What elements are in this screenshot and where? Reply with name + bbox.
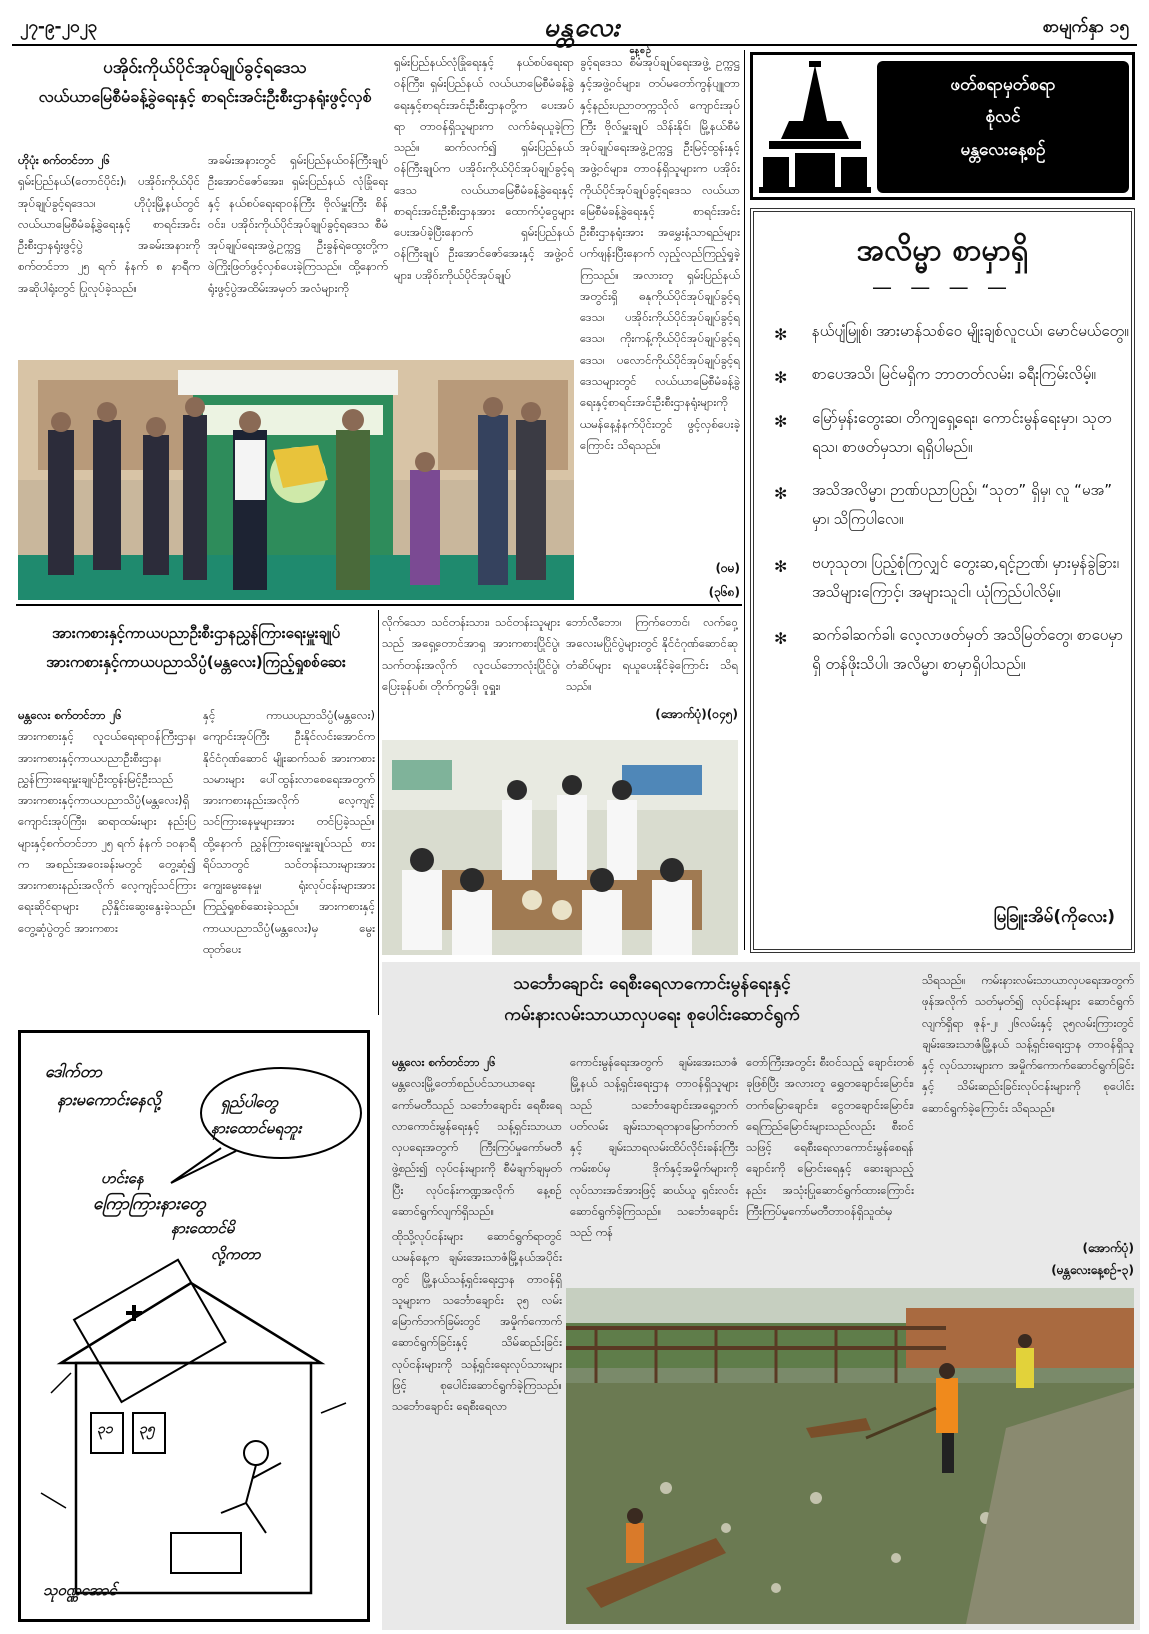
article2-col1: [18, 705, 196, 1010]
star-bullet-icon: ✻: [774, 325, 788, 344]
article1-col1: [18, 150, 200, 362]
star-bullet-icon: ✻: [774, 629, 788, 648]
promo-line3: မန္တလေးနေ့စဉ်: [960, 139, 1046, 160]
masthead-subtitle: နေ့စဉ်: [629, 46, 652, 56]
star-bullet-icon: ✻: [774, 368, 788, 388]
star-bullet-icon: ✻: [774, 411, 788, 431]
article2-col2: နှင့် ကာယပညာသိပ္ပံ(မန္တလေး) ကျောင်းအုပ်ကြီး ဦးနိုင်လင်းအောင်က နိုင်ငံဂုဏ်ဆောင် မျိုးဆက်သစ် အားကစားသမားများ ပေါ်ထွန်းလာစေရေးအတွက် အားကစားနည်းအလိုက် လေ့ကျင့်သင်ကြားနေမှုများအား တင်ပြခဲ့သည်။ ထို့နောက် ညွှန်ကြားရေးမှူးချုပ်သည် စားရိပ်သာတွင် သင်တန်းသားများအား ကျွေးမွေးနေမှု၊ ရုံးလုပ်ငန်းများအား ကြည့်ရှုစစ်ဆေးခဲ့သည်။ အားကစားနှင့်ကာယပညာသိပ္ပံ(မန္တလေး)မှ မွေးထုတ်ပေး: [203, 708, 375, 956]
article1-col2: အခမ်းအနားတွင် ရှမ်းပြည်နယ်ဝန်ကြီးချုပ် ဦးအောင်ဇော်အေး၊ ရှမ်းပြည်နယ် လုံခြုံရေးနှင့် နယ်စပ်ရေးရာဝန်ကြီး ဗိုလ်မှူးကြီး စိန်ဝင်း၊ ပအိုဝ်းကိုယ်ပိုင်အုပ်ချုပ်ခွင့်ရဒေသ စီမံအုပ်ချုပ်ရေးအဖွဲ့ဥက္ကဋ္ဌ ဦးခွန်ရဲထွေးတို့က ဖဲကြိုးဖြတ်ဖွင့်လှစ်ပေးခဲ့ကြသည်။ ထို့နောက် ရုံးဖွင့်ပွဲအထိမ်းအမှတ် အလံများကို: [208, 153, 388, 295]
article2-headline: [18, 624, 374, 672]
poem-stanza: ✻ အသိအလိမ္မာ၊ ဉာဏ်ပညာပြည့်၊ “သုတ” ရှိမှ၊ လူ “မအ” မှာ၊ သိကြပါလေ။: [754, 476, 1131, 535]
page-number: စာမျက်နှာ ၁၅: [1042, 17, 1129, 37]
article2-photo: [382, 740, 738, 955]
article2-credit: (အောက်ပုံ)(၀၄၅): [655, 707, 738, 721]
poem-stanza: ✻ နယ်ပျံမြူစ်၊ အားမာန်သစ်ဝေ မျိုးချစ်လူငယ်၊ မောင်မယ်တွေ။: [754, 317, 1131, 346]
cartoon-caption-ear: နားမကောင်းနေလို့: [57, 1090, 161, 1109]
article3-col1-text-a: မန္တလေးမြို့တော်စည်ပင်သာယာရေးကော်မတီသည် သင်္ဘောချောင်း ရေစီးရေလာကောင်းမွန်ရေးနှင့် သန့်ရှင်းသာယာလှပရေးအတွက် ကြီးကြပ်မှုကော်မတီဖွဲ့စည်း၍ လုပ်ငန်းများကို စီမံချက်ချမှတ်ပြီး လုပ်ငန်းကဏ္ဍအလိုက် နေ့စဉ်ဆောင်ရွက်လျက်ရှိသည်။: [392, 1076, 562, 1218]
ceremony-photo-image: [18, 360, 574, 600]
cartoon-drawing: [21, 1033, 367, 1619]
article3-headline-line2: ကမ်းနားလမ်းသာယာလှပရေး စုပေါင်းဆောင်ရွက်: [504, 1005, 800, 1026]
cartoon-bubble-line2: နားထောင်မရဘူး: [211, 1119, 302, 1137]
star-bullet-icon: ✻: [774, 484, 788, 503]
promo-box: [750, 52, 1135, 200]
column-rule-lower: [378, 610, 379, 1015]
article3-credit-photo: (အောက်ပုံ): [1082, 1241, 1134, 1255]
canal-cleanup-photo-image: [566, 1288, 1134, 1624]
article1-headline-line2: လယ်ယာမြေစီမံခန့်ခွဲရေးနှင့် စာရင်းအင်းဦးစီးဌာနရုံးဖွင့်လှစ်: [38, 87, 372, 107]
section-divider: [16, 604, 742, 606]
masthead: [482, 10, 682, 58]
article1-col1-text: ရှမ်းပြည်နယ်(တောင်ပိုင်း)၊ ပအိုဝ်းကိုယ်ပိုင်အုပ်ချုပ်ခွင့်ရဒေသ၊ ဟိုပုံးမြို့နယ်တွင် လယ်ယာမြေစီမံခန့်ခွဲရေးနှင့် စာရင်းအင်းဦးစီးဌာနရုံးဖွင့်ပွဲ အခမ်းအနားကို စက်တင်ဘာ ၂၅ ရက် နံနက် ၈ နာရီက အဆိုပါရုံးတွင် ပြုလုပ်ခဲ့သည်။: [18, 174, 200, 295]
poem-stanza: ✻ မြော်မှန်းတွေးဆ၊ တိကျရှေ့ရေး၊ ကောင်းမွန်ရေးမှာ၊ သုတ ရသ၊ စာဖတ်မှသာ၊ ရရှိပါမည်။: [754, 404, 1131, 463]
article1-photo: [18, 360, 574, 600]
cartoon-caption-line4: ကြောကြားနားတွေ: [93, 1194, 206, 1214]
promo-line2: စုံလင်: [985, 107, 1021, 128]
article3-col3: တော်ကြီးအတွင်း စီးဝင်သည့် ချောင်းတစ်ခုဖြစ်ပြီး အလားတူ ရွှေတချောင်းမြောင်း၊ တက်မြောချောင်း၊ ငွေတချောင်းမြောင်း၊ ရေကြည်မြောင်းများသည်လည်း စီးဝင်သဖြင့် ရေစီးရေလာကောင်းမွန်စေရန် ချောင်းကို မြောင်းရေနှင့် ဆေးချသည့်နည်း အသုံးပြုဆောင်ရွက်ထားကြောင်း ကြီးကြပ်မှုကော်မတီတာဝန်ရှိသူထံမှ: [746, 1055, 914, 1218]
palace-tower-icon: [759, 61, 871, 193]
article3-col1: [392, 1052, 562, 1627]
page-date: ၂၇-၉-၂၀၂၃: [20, 17, 98, 37]
masthead-title: မန္တလေး: [543, 13, 621, 43]
cartoon-caption-line6: လို့ကတာ: [211, 1245, 261, 1263]
article3-byline: မန္တလေး စက်တင်ဘာ ၂၆: [392, 1055, 496, 1069]
article2-byline: မန္တလေး စက်တင်ဘာ ၂၆: [18, 708, 122, 722]
promo-text-panel: [877, 61, 1129, 193]
star-bullet-icon: ✻: [774, 556, 788, 576]
page-header: [12, 10, 1137, 56]
poem-stanza: ✻ စာပေအသိ၊ မြင်မရှိက ဘာတတ်လမ်း၊ ခရီးကြမ်းလိမ့်။: [754, 360, 1131, 389]
article3-col4: သိရသည်။ ကမ်းနားလမ်းသာယာလှပရေးအတွက် ဖုန်အလိုက် သတ်မှတ်၍ လုပ်ငန်းများ ဆောင်ရွက်လျက်ရှိရာ ဇုန်-၂၊ ၂၆လမ်းနှင့် ၃၅လမ်းကြားတွင် ချမ်းအေးသာဇံမြို့နယ် သန့်ရှင်းရေးဌာန တာဝန်ရှိသူနှင့် လုပ်သားများက အမှိုက်ကောက်ဆောင်ရွက်ခြင်းနှင့် သိမ်းဆည်းခြင်းလုပ်ငန်းများကို စုပေါင်းဆောင်ရွက်ခဲ့ကြောင်း သိရသည်။: [922, 973, 1134, 1115]
column-rule: [744, 50, 745, 950]
article1-byline: ဟိုပုံး စက်တင်ဘာ ၂၆: [18, 153, 110, 167]
article3-col1-text-b: ထိုသို့လုပ်ငန်းများ ဆောင်ရွက်ရာတွင် ယမန်နေ့က ချမ်းအေးသာဇံမြို့နယ်အပိုင်းတွင် မြို့နယ်သန့်ရှင်းရေးဌာန တာဝန်ရှိသူများက သင်္ဘောချောင်း ၃၅ လမ်း မြောက်ဘက်ခြမ်းတွင် အမှိုက်ကောက်ဆောင်ရွက်ခြင်းနှင့် သိမ်ဆည်းခြင်းလုပ်ငန်းများကို သန့်ရှင်းရေးလုပ်သားများဖြင့် စုပေါင်းဆောင်ရွက်ခဲ့ကြသည်။ သင်္ဘောချောင်း ရေစီးရေလာ: [392, 1229, 562, 1414]
article1-col3: ရှမ်းပြည်နယ်လုံခြုံရေးနှင့် နယ်စပ်ရေးရာဝန်ကြီး၊ ရှမ်းပြည်နယ် လယ်ယာမြေစီမံခန့်ခွဲရေးနှင့်စာရင်းအင်းဦးစီးဌာနတို့က ပေးအပ်ရာ တာဝန်ရှိသူများက လက်ခံရယူခဲ့ကြသည်။ ဆက်လက်၍ ရှမ်းပြည်နယ်ဝန်ကြီးချုပ်က ပအိုဝ်းကိုယ်ပိုင်အုပ်ချုပ်ခွင့်ရဒေသ လယ်ယာမြေစီမံခန့်ခွဲရေးနှင့် စာရင်းအင်းဦးစီးဌာနအား ထောက်ပံ့ငွေများ ပေးအပ်ခဲ့ပြီးနောက် ရှမ်းပြည်နယ်ဝန်ကြီးချုပ် ဦးအောင်ဇော်အေးနှင့် အဖွဲ့ဝင်များ၊ ပအိုဝ်းကိုယ်ပိုင်အုပ်ချုပ်: [394, 55, 574, 282]
article3-col2: ကောင်းမွန်ရေးအတွက် ချမ်းအေးသာဇံမြို့နယ် သန့်ရှင်းရေးဌာန တာဝန်ရှိသူများသည် သင်္ဘောချောင်းအရှေ့ဘက်ပတ်လမ်း ချမ်းသာရတနာမြောက်ဘက်နှင့် ချမ်းသာရလမ်းထိပ်လိုင်းခန်းကြီး ကမ်းစပ်မှ ဒိုက်နှင့်အမှိုက်များကို လုပ်သားအင်အားဖြင့် ဆယ်ယူ ရှင်းလင်းဆောင်ရွက်ခဲ့ကြသည်။ သင်္ဘောချောင်းသည် ကန်: [570, 1055, 738, 1240]
cartoon-panel: [18, 1030, 370, 1622]
cartoon-sign-a: ၃၁: [97, 1421, 113, 1437]
poem-stanza: ✻ ဆက်ခါဆက်ခါ၊ လေ့လာဖတ်မှတ် အသိမြတ်တွေ၊ စာပေမှာရှိ တန်ဖိုးသိပါ၊ အလိမ္မာ၊ စာမှာရှိပါသည်။: [754, 621, 1131, 680]
cartoon-sign-b: ၃၅: [139, 1421, 155, 1437]
cartoon-caption-doctor: ဒေါက်တာ: [45, 1062, 102, 1081]
promo-line1: ဖတ်စရာမှတ်စရာ: [950, 75, 1056, 95]
poem-box: [750, 208, 1135, 953]
article3-headline-line1: သင်္ဘောချောင်း ရေစီးရေလာကောင်းမွန်ရေးနှင့်: [513, 974, 791, 994]
poem-title-underline: — — — —: [871, 275, 1014, 299]
poem-stanza: ✻ ဗဟုသုတ၊ ပြည့်စုံကြလျှင် တွေးဆ,ရင့်ဉာဏ်၊ မှားမှန်ခွဲခြား၊ အသိများကြောင့်၊ အများသူငါ၊ ယုံကြည်ပါလိမ့်။: [754, 549, 1131, 608]
article3-photo: [566, 1288, 1134, 1624]
article2-col1-text: အားကစားနှင့် လူငယ်ရေးရာဝန်ကြီးဌာန၊ အားကစားနှင့်ကာယပညာဦးစီးဌာန၊ ညွှန်ကြားရေးမှူးချုပ်ဦးထွန်းမြင့်ဦးသည် အားကစားနှင့်ကာယပညာသိပ္ပံ(မန္တလေး)ရှိ ကျောင်းအုပ်ကြီး၊ ဆရာထမ်းများ နည်းပြများနှင့်စက်တင်ဘာ ၂၅ ရက် နံနက် ၁၀နာရီက အစည်းအဝေးခန်းမတွင် တွေ့ဆုံ၍ အားကစားနည်းအလိုက် လေ့ကျင့်သင်ကြားရေးဆိုင်ရာများ ညှိနှိုင်းဆွေးနွေးခဲ့သည်။ တွေ့ဆုံပွဲတွင် အားကစား: [18, 729, 196, 935]
article2-col3: လိုက်သော သင်တန်းသား၊ သင်တန်းသူများသည် အရှေ့တောင်အာရှ အားကစားပြိုင်ပွဲ၊သက်တန်းအလိုက် လူငယ်ဘောလုံးပြိုင်ပွဲ၊ ပြေးခုန်ပစ်၊ တိုက်ကွမ်ဒို၊ ဝူရှူး၊: [382, 615, 560, 693]
article3-credit-source: (မန္တလေးနေ့စဉ်-၃): [1051, 1263, 1134, 1277]
article1-col4: ခွင့်ရဒေသ စီမံအုပ်ချုပ်ရေးအဖွဲ့ ဥက္ကဋ္ဌနှင့်အဖွဲ့ဝင်များ၊ တပ်မတော်ကွန်ပျူတာနှင့်နည်းပညာတက္ကသိုလ် ကျောင်းအုပ်ကြီး ဗိုလ်မှူးချုပ် သိန်းနိုင်၊ မြို့နယ်စီမံအုပ်ချုပ်ရေးအဖွဲ့ဥက္ကဋ္ဌ ဦးမြင့်ထွန်းနှင့် အဖွဲ့ဝင်များ၊ တာဝန်ရှိသူများက ပအိုဝ်းကိုယ်ပိုင်အုပ်ချုပ်ခွင့်ရဒေသ လယ်ယာမြေစီမံခန့်ခွဲရေးနှင့် စာရင်းအင်းဦးစီးဌာနရုံးအား အမွှေးနံ့သာရည်များပက်ဖျန်းပြီးနောက် လှည့်လည်ကြည့်ရှုခဲ့ကြသည်။ အလားတူ ရှမ်းပြည်နယ်အတွင်းရှိ ဓနုကိုယ်ပိုင်အုပ်ချုပ်ခွင့်ရဒေသ၊ ပအိုဝ်းကိုယ်ပိုင်အုပ်ချုပ်ခွင့်ရဒေသ၊ ကိုးကန့်ကိုယ်ပိုင်အုပ်ချုပ်ခွင့်ရဒေသ၊ ပလောင်ကိုယ်ပိုင်အုပ်ချုပ်ခွင့်ရဒေသများတွင် လယ်ယာမြေစီမံခန့်ခွဲရေးနှင့်စာရင်းအင်းဦးစီးဌာနရုံးများကို ယမန်နေ့နံနက်ပိုင်းတွင် ဖွင့်လှစ်ပေးခဲ့ကြောင်း သိရသည်။: [580, 55, 740, 452]
poem-title: အလိမ္မာ စာမှာရှိ: [856, 233, 1029, 268]
article1-credit-number: (၃၆၈): [708, 585, 740, 599]
article2-headline-line1: အားကစားနှင့်ကာယပညာဦးစီးဌာနညွှန်ကြားရေးမှူးချုပ်: [51, 624, 341, 642]
cartoon-artist-signature: သုဝဏ္ဏအောင်: [43, 1581, 117, 1599]
article2-col4: ဘော်လီဘော၊ ကြက်တောင်၊ လက်ဝှေ့ အလေးမပြိုင်ပွဲများတွင် နိုင်ငံဂုဏ်ဆောင်ဆုတံဆိပ်များ ရယူပေးနိုင်ခဲ့ကြောင်း သိရသည်။: [566, 615, 738, 692]
poem-author: မြခြူးအိမ်(ကိုလေး): [993, 907, 1115, 927]
cartoon-bubble-line1: ရှည်ပါတွေ: [221, 1093, 279, 1111]
article2-headline-line2: အားကစားနှင့်ကာယပညာသိပ္ပံ(မန္တလေး)ကြည့်ရှုစစ်ဆေး: [46, 652, 346, 671]
article1-headline-line1: ပအိုဝ်းကိုယ်ပိုင်အုပ်ချုပ်ခွင့်ရဒေသ: [103, 58, 307, 78]
cartoon-caption-line3: ဟင်းနေ: [101, 1169, 144, 1187]
article1-headline: [20, 58, 390, 107]
article3-headline: [392, 974, 912, 1027]
dining-hall-photo-image: [382, 740, 738, 955]
article1-credit-initials: (ဝမ): [715, 561, 740, 575]
cartoon-caption-line5: နားထောင်မိ: [171, 1219, 235, 1237]
